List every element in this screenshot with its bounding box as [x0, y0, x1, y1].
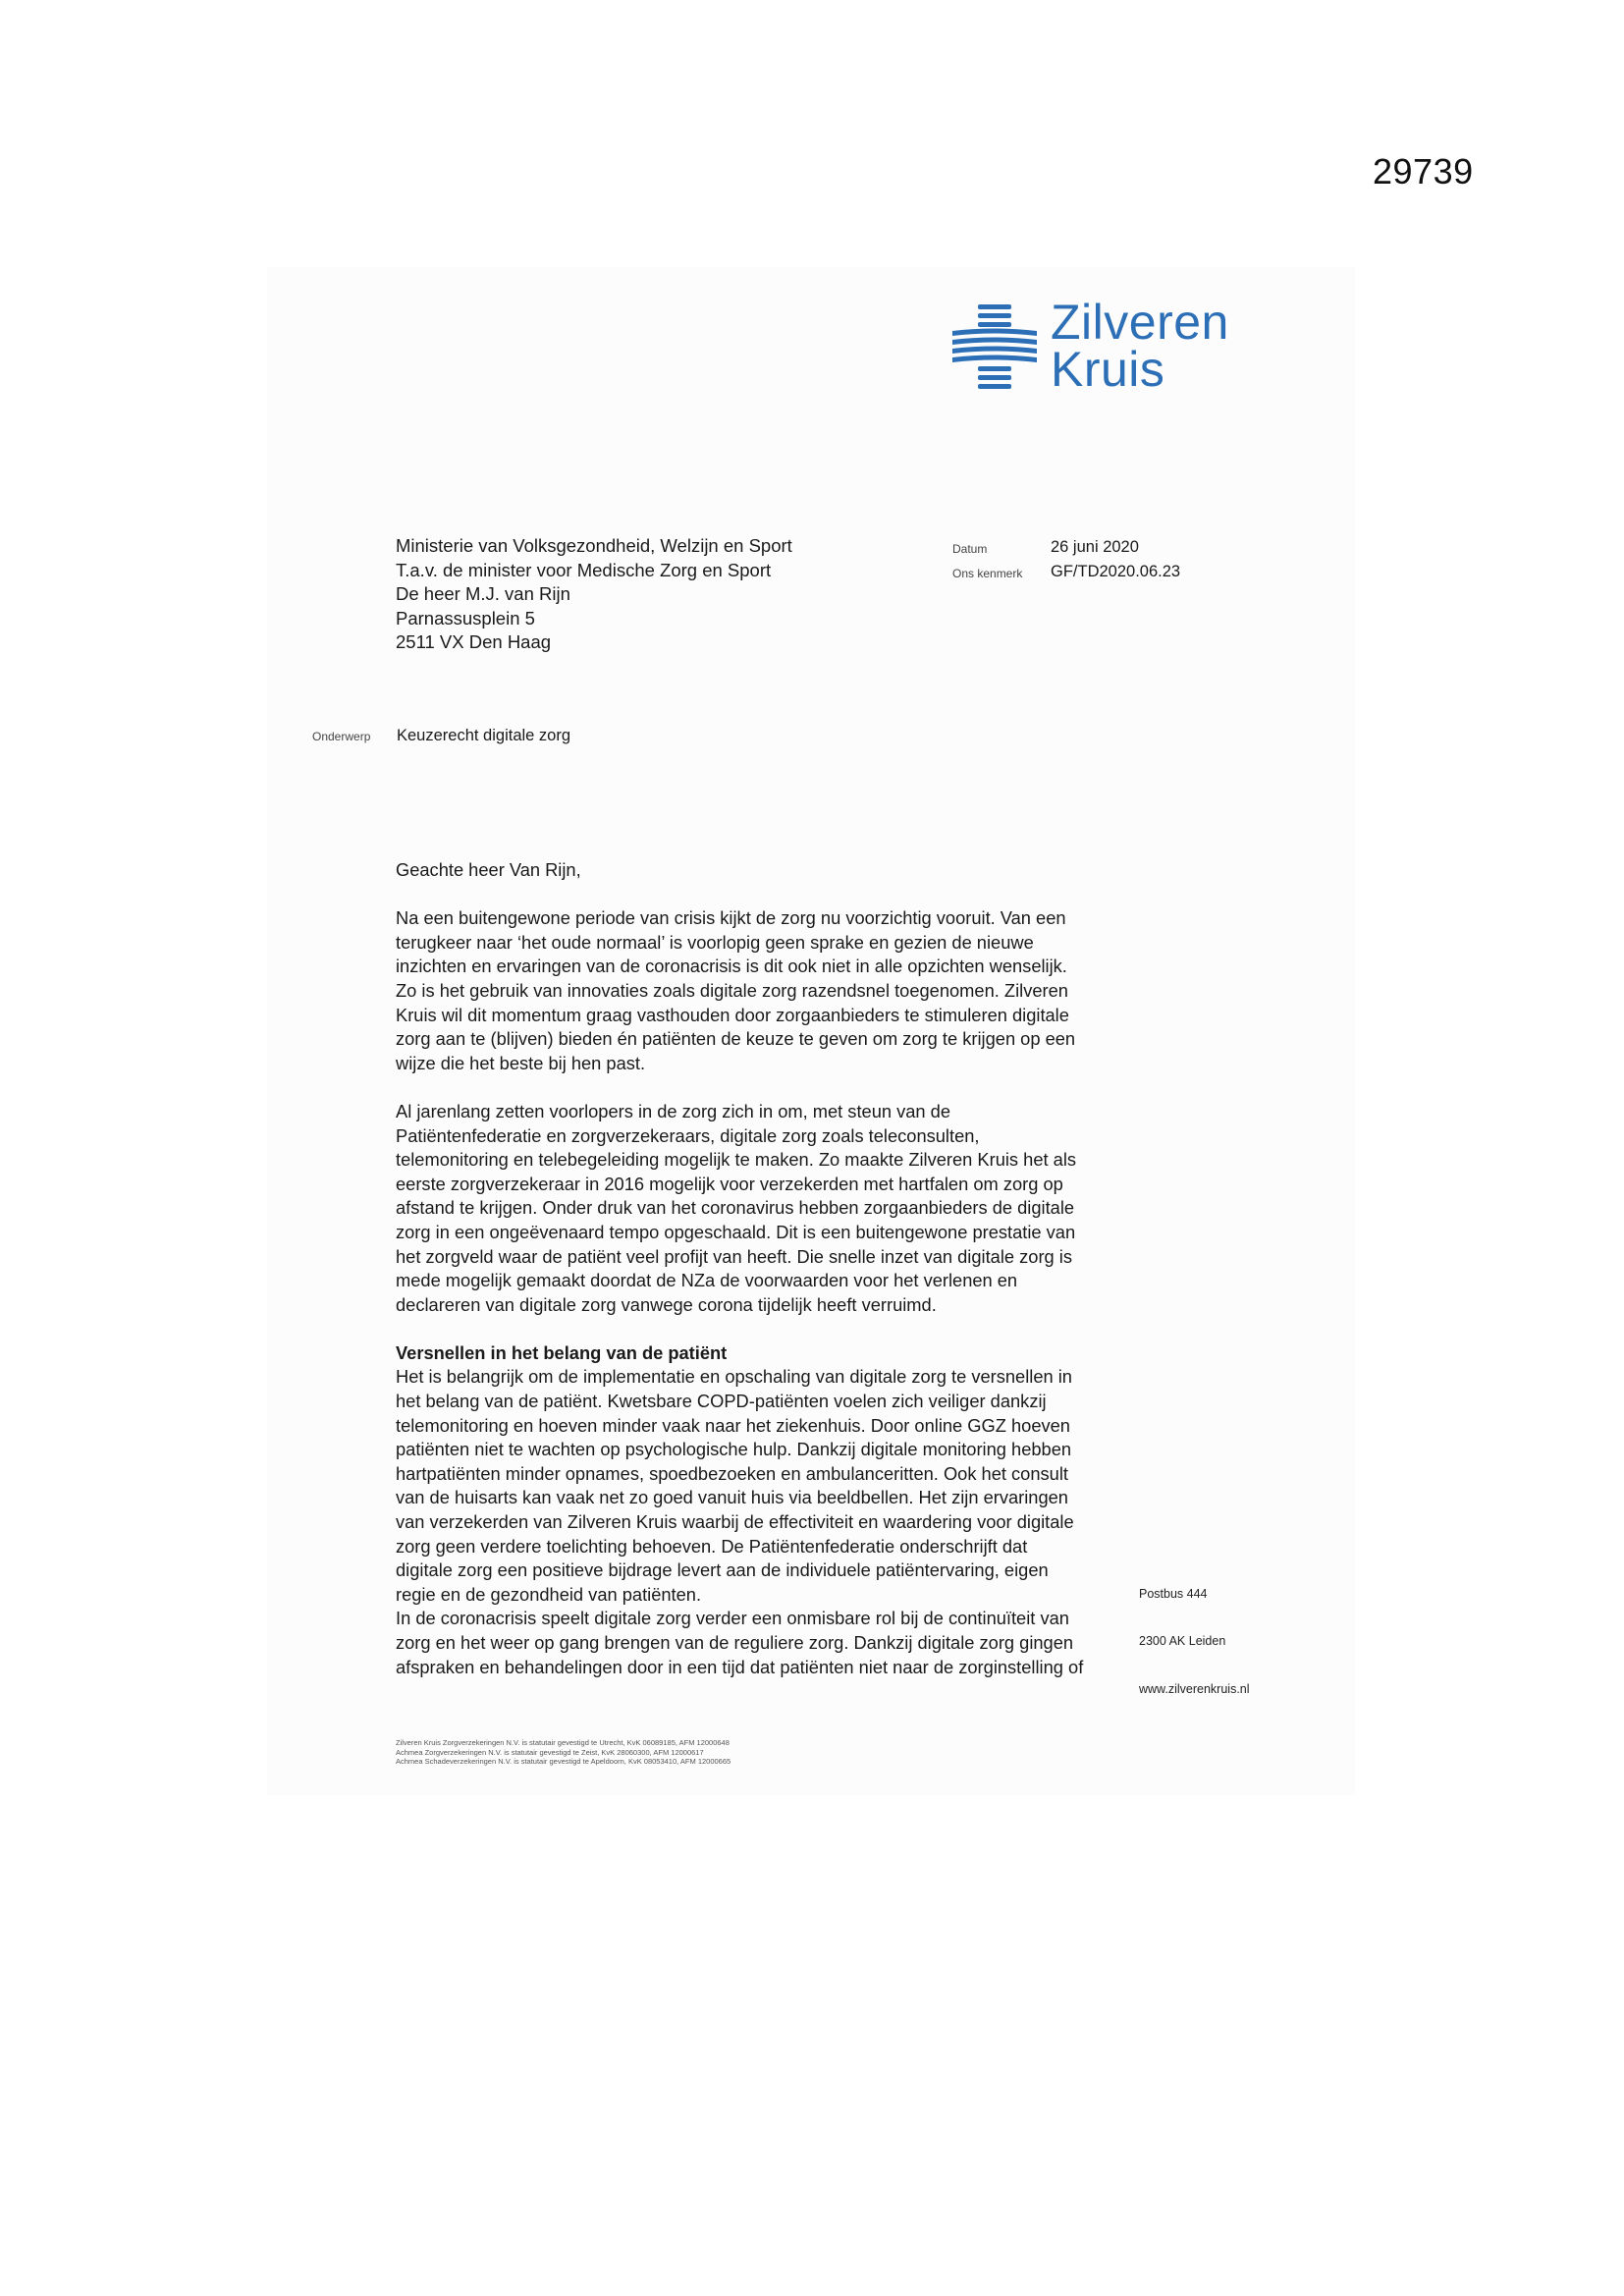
letter-body	[396, 858, 1122, 1679]
contact-postbus: Postbus 444	[1139, 1587, 1208, 1601]
body-line: zorg geen verdere toelichting behoeven. De Patiëntenfederatie onderschrijft dat	[396, 1535, 1028, 1557]
body-line: telemonitoring en telebegeleiding mogelijk te maken. Zo maakte Zilveren Kruis het als	[396, 1149, 1077, 1171]
subject-label: Onderwerp	[312, 730, 371, 743]
body-line: afspraken en behandelingen door in een tijd dat patiënten niet naar de zorginstelling of	[396, 1656, 1084, 1677]
section-heading: Versnellen in het belang van de patiënt	[396, 1341, 728, 1363]
body-line: Na een buitengewone periode van crisis kijkt de zorg nu voorzichtig vooruit. Van een	[396, 907, 1066, 929]
body-line: afstand te krijgen. Onder druk van het coronavirus hebben zorgaanbieders de digitale	[396, 1197, 1075, 1219]
body-line: Het is belangrijk om de implementatie en opschaling van digitale zorg te versnellen in	[396, 1366, 1072, 1388]
salutation: Geachte heer Van Rijn,	[396, 859, 581, 880]
body-line: Zo is het gebruik van innovaties zoals digitale zorg razendsnel toegenomen. Zilveren	[396, 979, 1068, 1001]
subject-value: Keuzerecht digitale zorg	[397, 727, 571, 744]
address-line: De heer M.J. van Rijn	[396, 583, 570, 604]
contact-postcode: 2300 AK Leiden	[1139, 1634, 1226, 1648]
paragraph-intro	[396, 906, 1122, 1075]
legal-footer	[396, 1738, 731, 1767]
body-line: regie en de gezondheid van patiënten.	[396, 1583, 702, 1605]
body-line: In de coronacrisis speelt digitale zorg verder een onmisbare rol bij de continuïteit van	[396, 1608, 1069, 1629]
body-line: terugkeer naar ‘het oude normaal’ is voorlopig geen sprake en gezien de nieuwe	[396, 931, 1034, 953]
date-label: Datum	[952, 542, 988, 556]
body-line: hartpatiënten minder opnames, spoedbezoeken en ambulanceritten. Ook het consult	[396, 1462, 1068, 1484]
address-line: T.a.v. de minister voor Medische Zorg en Sport	[396, 559, 772, 580]
paragraph-history	[396, 1100, 1122, 1317]
date-value: 26 juni 2020	[1051, 538, 1139, 556]
body-line: mede mogelijk gemaakt doordat de NZa de voorwaarden voor het verlenen en	[396, 1270, 1018, 1291]
body-line: wijze die het beste bij hen past.	[396, 1052, 646, 1073]
body-line: het belang van de patiënt. Kwetsbare COPD-patiënten voelen zich veiliger dankzij	[396, 1391, 1047, 1412]
body-line: Al jarenlang zetten voorlopers in de zorg zich in om, met steun van de	[396, 1100, 950, 1121]
footer-line: Achmea Zorgverzekeringen N.V. is statutair gevestigd te Zeist, KvK 28060300, AFM 12000617	[396, 1747, 704, 1757]
paragraph-continuity	[396, 1607, 1122, 1679]
body-line: zorg in een ongeëvenaard tempo opgeschaald. Dit is een buitengewone prestatie van	[396, 1221, 1076, 1242]
logo-line-1: Zilveren	[1051, 295, 1229, 350]
body-line: telemonitoring en hoeven minder vaak naar het ziekenhuis. Door online GGZ hoeven	[396, 1414, 1070, 1436]
cross-logo-icon	[952, 304, 1037, 389]
body-line: van de huisarts kan vaak net zo goed vanuit huis via beeldbellen. Het zijn ervaringen	[396, 1487, 1068, 1508]
body-line: digitale zorg een positieve bijdrage levert aan de individuele patiëntervaring, eigen	[396, 1559, 1049, 1581]
body-line: zorg aan te (blijven) bieden én patiënten de keuze te geven om zorg te krijgen op een	[396, 1028, 1076, 1050]
footer-line: Achmea Schadeverzekeringen N.V. is statutair gevestigd te Apeldoorn, KvK 08053410, AFM 12000665	[396, 1757, 731, 1766]
reference-label: Ons kenmerk	[952, 567, 1023, 580]
address-line: Ministerie van Volksgezondheid, Welzijn en Sport	[396, 535, 792, 556]
body-line: patiënten niet te wachten op psychologische hulp. Dankzij digitale monitoring hebben	[396, 1439, 1072, 1460]
body-line: zorg en het weer op gang brengen van de reguliere zorg. Dankzij digitale zorg gingen	[396, 1632, 1074, 1653]
logo-wordmark	[1051, 295, 1229, 397]
body-line: van verzekerden van Zilveren Kruis waarbij de effectiviteit en waardering voor digitale	[396, 1511, 1074, 1533]
body-line: het zorgveld waar de patiënt veel profijt van heeft. Die snelle inzet van digitale zorg is	[396, 1245, 1072, 1267]
address-line: 2511 VX Den Haag	[396, 631, 552, 652]
logo-line-2: Kruis	[1051, 342, 1165, 397]
footer-line: Zilveren Kruis Zorgverzekeringen N.V. is statutair gevestigd te Utrecht, KvK 06089185, AFM 12000648	[396, 1738, 730, 1747]
body-line: Kruis wil dit momentum graag vasthouden door zorgaanbieders te stimuleren digitale	[396, 1004, 1069, 1025]
page-number: 29739	[1373, 151, 1474, 191]
body-line: declareren van digitale zorg vanwege corona tijdelijk heeft verruimd.	[396, 1293, 937, 1315]
reference-value: GF/TD2020.06.23	[1051, 563, 1181, 580]
address-line: Parnassusplein 5	[396, 607, 535, 629]
body-line: Patiëntenfederatie en zorgverzekeraars, digitale zorg zoals teleconsulten,	[396, 1124, 980, 1146]
paragraph-benefits	[396, 1365, 1122, 1607]
body-line: inzichten en ervaringen van de coronacrisis is dit ook niet in alle opzichten wenselijk.	[396, 956, 1067, 977]
body-line: eerste zorgverzekeraar in 2016 mogelijk voor verzekerden met hartfalen om zorg op	[396, 1173, 1063, 1194]
recipient-address	[396, 534, 792, 655]
contact-website[interactable]: www.zilverenkruis.nl	[1139, 1682, 1250, 1696]
zilveren-kruis-logo	[952, 295, 1229, 397]
